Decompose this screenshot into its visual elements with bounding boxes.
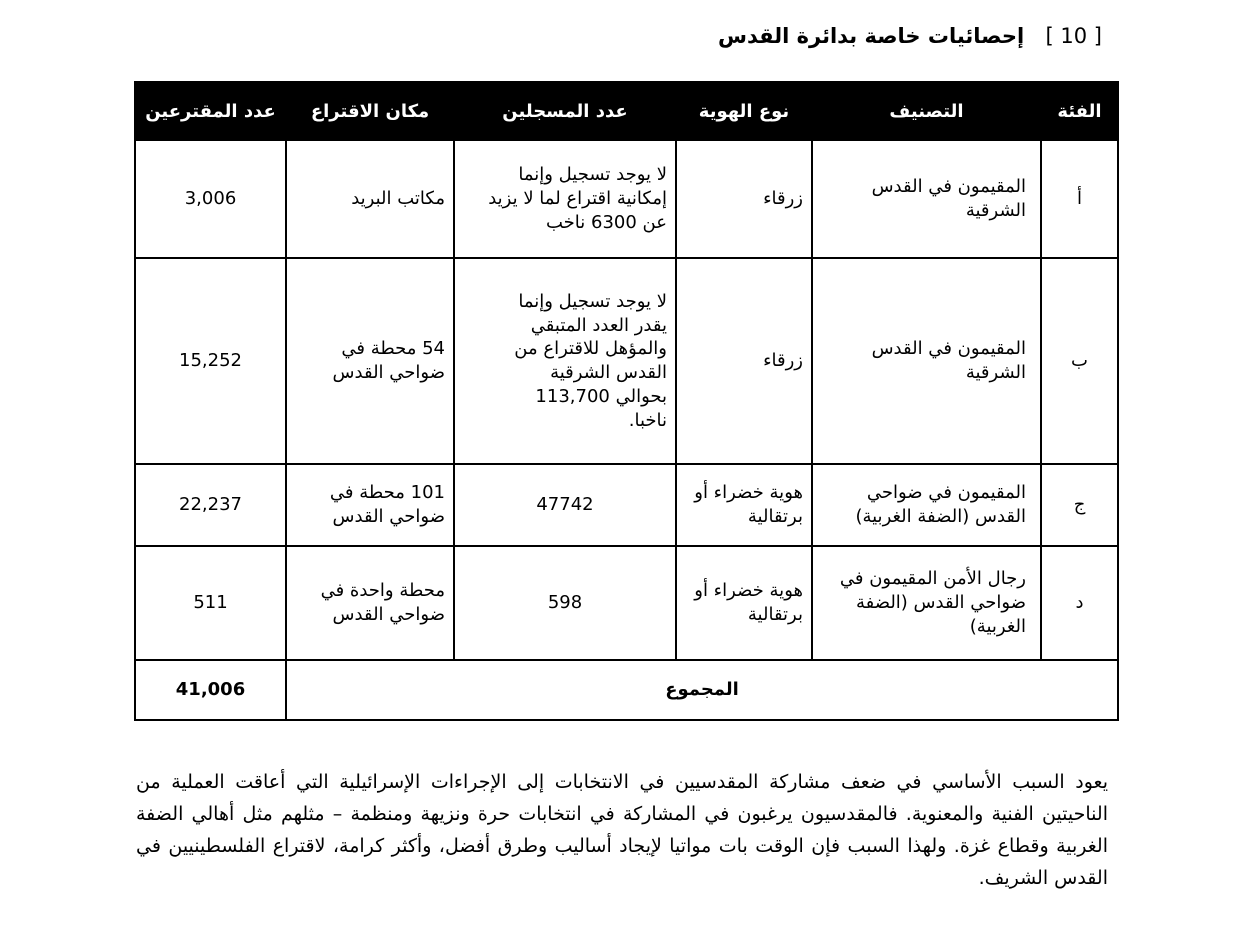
table-total-row <box>135 660 1118 720</box>
section-heading <box>718 24 1102 48</box>
cell-registered: لا يوجد تسجيل وإنما يقدر العدد المتبقي والمؤهل للاقتراع من القدس الشرقية بحوالي 113,700 ناخبا. <box>454 258 676 464</box>
table-row <box>135 464 1118 546</box>
cell-voting-place: 101 محطة في ضواحي القدس <box>286 464 454 546</box>
cell-classification: المقيمون في القدس الشرقية <box>812 140 1041 258</box>
section-title: إحصائيات خاصة بدائرة القدس <box>718 24 1025 48</box>
cell-category: ج <box>1041 464 1118 546</box>
header-voting-place: مكان الاقتراع <box>286 82 454 140</box>
table-header-row <box>135 82 1118 140</box>
cell-voters: 511 <box>135 546 286 660</box>
cell-voting-place: مكاتب البريد <box>286 140 454 258</box>
cell-category: د <box>1041 546 1118 660</box>
cell-voting-place: 54 محطة في ضواحي القدس <box>286 258 454 464</box>
table-row <box>135 140 1118 258</box>
cell-classification: المقيمون في ضواحي القدس (الضفة الغربية) <box>812 464 1041 546</box>
header-category: الفئة <box>1041 82 1118 140</box>
cell-id-type: زرقاء <box>676 140 812 258</box>
total-value: 41,006 <box>135 660 286 720</box>
cell-id-type: هوية خضراء أو برتقالية <box>676 464 812 546</box>
cell-registered: لا يوجد تسجيل وإنما إمكانية اقتراع لما لا يزيد عن 6300 ناخب <box>454 140 676 258</box>
cell-category: ب <box>1041 258 1118 464</box>
table-row <box>135 258 1118 464</box>
header-id-type: نوع الهوية <box>676 82 812 140</box>
jerusalem-statistics-table <box>134 81 1119 721</box>
cell-category: أ <box>1041 140 1118 258</box>
section-number: [ 10 ] <box>1045 24 1102 48</box>
cell-voters: 22,237 <box>135 464 286 546</box>
header-registered: عدد المسجلين <box>454 82 676 140</box>
cell-id-type: هوية خضراء أو برتقالية <box>676 546 812 660</box>
cell-voting-place: محطة واحدة في ضواحي القدس <box>286 546 454 660</box>
cell-classification: المقيمون في القدس الشرقية <box>812 258 1041 464</box>
total-label: المجموع <box>286 660 1118 720</box>
cell-voters: 15,252 <box>135 258 286 464</box>
cell-registered: 598 <box>454 546 676 660</box>
cell-id-type: زرقاء <box>676 258 812 464</box>
cell-classification: رجال الأمن المقيمون في ضواحي القدس (الضفة الغربية) <box>812 546 1041 660</box>
body-paragraph: يعود السبب الأساسي في ضعف مشاركة المقدسيين في الانتخابات إلى الإجراءات الإسرائيلية التي أعاقت العملية من الناحيتين الفنية والمعنوية. فالمقدسيون يرغبون في المشاركة في انتخابات حرة ونزيهة ومنظمة – مثلهم مثل أهالي الضفة الغربية وقطاع غزة. ولهذا السبب فإن الوقت بات مواتيا لإيجاد أساليب وطرق أفضل، وأكثر كرامة، لاقتراع الفلسطينيين في القدس الشريف. <box>136 771 1108 889</box>
table-row <box>135 546 1118 660</box>
cell-voters: 3,006 <box>135 140 286 258</box>
header-voters: عدد المقترعين <box>135 82 286 140</box>
header-classification: التصنيف <box>812 82 1041 140</box>
cell-registered: 47742 <box>454 464 676 546</box>
